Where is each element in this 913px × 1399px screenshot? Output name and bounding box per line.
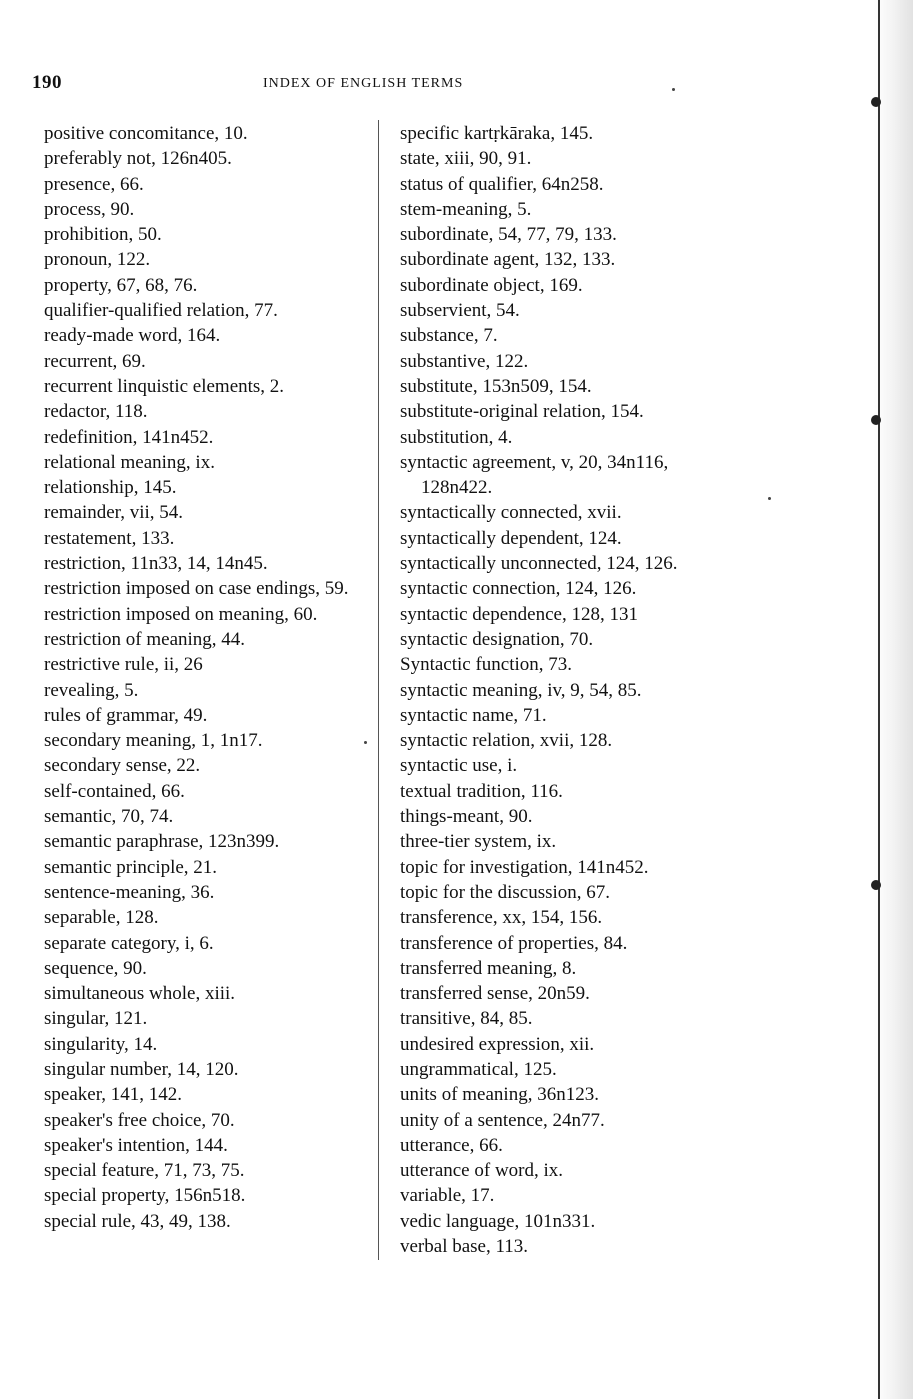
index-entry: syntactic use, i. — [400, 755, 518, 777]
index-entry: things-meant, 90. — [400, 806, 533, 828]
index-entry: stem-meaning, 5. — [400, 198, 532, 220]
index-entry: remainder, vii, 54. — [44, 502, 184, 524]
index-entry: unity of a sentence, 24n77. — [400, 1109, 605, 1131]
edge-blot — [871, 97, 881, 107]
index-entry: redefinition, 141n452. — [44, 426, 214, 448]
index-entry: redactor, 118. — [44, 401, 148, 423]
index-entry: speaker, 141, 142. — [44, 1084, 183, 1106]
index-entry: process, 90. — [44, 198, 135, 220]
running-head: INDEX OF ENGLISH TERMS — [263, 76, 464, 91]
index-entry: utterance, 66. — [400, 1134, 503, 1156]
index-entry: ready-made word, 164. — [44, 325, 221, 347]
column-divider — [378, 120, 379, 1260]
index-entry: property, 67, 68, 76. — [44, 274, 198, 296]
index-entry: singular, 121. — [44, 1008, 148, 1030]
index-entry: presence, 66. — [44, 173, 144, 195]
index-entry: recurrent linquistic elements, 2. — [44, 375, 285, 397]
index-entry: substitute-original relation, 154. — [400, 401, 644, 423]
index-entry: substitution, 4. — [400, 426, 513, 448]
index-entry: Syntactic function, 73. — [400, 654, 573, 676]
index-entry: singular number, 14, 120. — [44, 1058, 239, 1080]
index-entry: restrictive rule, ii, 26 — [44, 654, 203, 676]
index-entry: transferred sense, 20n59. — [400, 983, 590, 1005]
index-entry: singularity, 14. — [44, 1033, 158, 1055]
index-entry: syntactically unconnected, 124, 126. — [400, 553, 678, 575]
index-entry: syntactic relation, xvii, 128. — [400, 730, 613, 752]
index-entry: transference, xx, 154, 156. — [400, 907, 603, 929]
index-entry: topic for investigation, 141n452. — [400, 856, 649, 878]
index-entry: special rule, 43, 49, 138. — [44, 1210, 231, 1232]
index-entry: revealing, 5. — [44, 679, 139, 701]
index-entry: separable, 128. — [44, 907, 159, 929]
index-entry: syntactic name, 71. — [400, 704, 547, 726]
index-entry: syntactic agreement, v, 20, 34n116, 128n422. — [400, 451, 669, 499]
scan-speck — [768, 497, 771, 500]
index-entry: substitute, 153n509, 154. — [400, 375, 592, 397]
index-entry: undesired expression, xii. — [400, 1033, 595, 1055]
index-entry: syntactic designation, 70. — [400, 628, 594, 650]
edge-blot — [871, 415, 881, 425]
index-entry: relationship, 145. — [44, 477, 177, 499]
index-entry: restriction imposed on case endings, 59. — [44, 578, 349, 600]
index-entry: specific kartṛkāraka, 145. — [400, 123, 594, 144]
index-entry: restriction of meaning, 44. — [44, 628, 246, 650]
index-entry: self-contained, 66. — [44, 780, 185, 802]
index-entry: syntactic meaning, iv, 9, 54, 85. — [400, 679, 642, 701]
index-entry: units of meaning, 36n123. — [400, 1084, 599, 1106]
index-entry: syntactic connection, 124, 126. — [400, 578, 637, 600]
index-entry: special feature, 71, 73, 75. — [44, 1160, 245, 1182]
index-entry: syntactic dependence, 128, 131 — [400, 603, 638, 625]
index-entry: status of qualifier, 64n258. — [400, 173, 604, 195]
index-entry: sentence-meaning, 36. — [44, 881, 215, 903]
index-entry: subordinate, 54, 77, 79, 133. — [400, 224, 617, 246]
index-entry: secondary sense, 22. — [44, 755, 201, 777]
index-entry: rules of grammar, 49. — [44, 704, 208, 726]
scan-speck — [672, 88, 675, 91]
index-entry: ungrammatical, 125. — [400, 1058, 557, 1080]
index-entry: subordinate agent, 132, 133. — [400, 249, 616, 271]
index-entry: semantic, 70, 74. — [44, 806, 174, 828]
index-entry: subservient, 54. — [400, 300, 520, 322]
index-entry: topic for the discussion, 67. — [400, 881, 611, 903]
index-entry: restriction imposed on meaning, 60. — [44, 603, 318, 625]
index-entry: state, xiii, 90, 91. — [400, 148, 532, 170]
index-entry: separate category, i, 6. — [44, 932, 214, 954]
index-entry: sequence, 90. — [44, 957, 147, 979]
index-entry: verbal base, 113. — [400, 1236, 529, 1258]
index-entry: positive concomitance, 10. — [44, 123, 248, 144]
index-entry: vedic language, 101n331. — [400, 1210, 596, 1232]
index-entry: recurrent, 69. — [44, 350, 146, 372]
index-entry: restatement, 133. — [44, 527, 175, 549]
index-entry: substance, 7. — [400, 325, 498, 347]
index-entry: variable, 17. — [400, 1185, 495, 1207]
index-column-left — [44, 121, 374, 1234]
index-entry: secondary meaning, 1, 1n17. — [44, 730, 263, 752]
index-entry: simultaneous whole, xiii. — [44, 983, 236, 1005]
index-entry: semantic paraphrase, 123n399. — [44, 831, 280, 853]
index-entry: textual tradition, 116. — [400, 780, 563, 802]
index-entry: pronoun, 122. — [44, 249, 151, 271]
index-entry: transference of properties, 84. — [400, 932, 628, 954]
index-entry: prohibition, 50. — [44, 224, 162, 246]
scan-speck — [364, 741, 367, 744]
index-entry: syntactically dependent, 124. — [400, 527, 622, 549]
index-entry: speaker's free choice, 70. — [44, 1109, 235, 1131]
index-entry: transitive, 84, 85. — [400, 1008, 533, 1030]
index-entry: relational meaning, ix. — [44, 451, 215, 473]
index-column-right — [400, 121, 730, 1259]
index-entry: substantive, 122. — [400, 350, 529, 372]
page-edge-line — [878, 0, 880, 1399]
index-entry: special property, 156n518. — [44, 1185, 246, 1207]
index-entry: restriction, 11n33, 14, 14n45. — [44, 553, 268, 575]
edge-blot — [871, 880, 881, 890]
index-entry: subordinate object, 169. — [400, 274, 583, 296]
index-entry: speaker's intention, 144. — [44, 1134, 228, 1156]
index-entry: semantic principle, 21. — [44, 856, 218, 878]
index-entry: preferably not, 126n405. — [44, 148, 232, 170]
index-entry: three-tier system, ix. — [400, 831, 557, 853]
index-entry: utterance of word, ix. — [400, 1160, 564, 1182]
index-entry: syntactically connected, xvii. — [400, 502, 622, 524]
index-entry: qualifier-qualified relation, 77. — [44, 300, 278, 322]
index-entry: transferred meaning, 8. — [400, 957, 577, 979]
page-number: 190 — [32, 72, 62, 93]
